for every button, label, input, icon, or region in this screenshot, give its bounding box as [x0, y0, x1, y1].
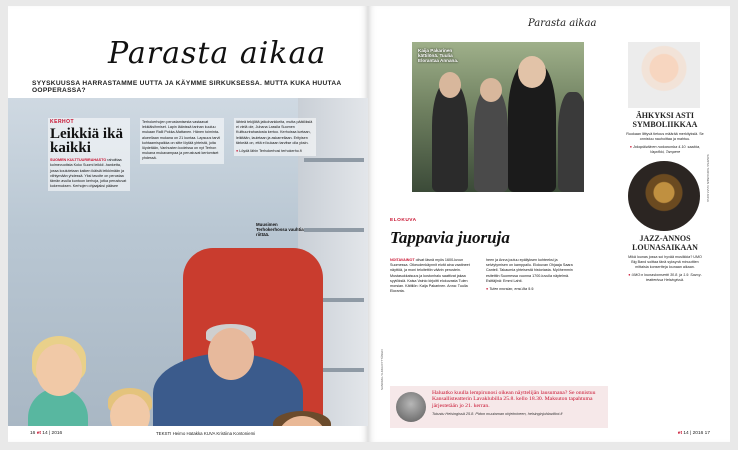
article-body: heen ja Anna joutuu epäilyksen kohteeksi ja selviytymisen on kamppailu. Elokuvan Ohjaaja Saara Cantell. Takaumia yhteisestä historiasta. Myöhemmin esitettiin Suomessa vuonna 1700-luvulla näytelmä. Esittäjinä: Emmi Lahti.	[486, 258, 573, 283]
photo-caption: Kaija Pakarinen kättilönä. Tuulia Elorantaa Annana.	[418, 48, 459, 63]
lead-text: SYYSKUUSSA HARRASTAMME UUTTA JA KÄYMME SIRKUKSESSA. MUTTA KUKA HUUTAA OOPPERASSA?	[32, 80, 342, 94]
article-body: rahoittaa kolmevuotista Koko Suomi leikkii -hanketta, jossa koulutetaan kaiken ikäisiä leikkimään ja viihtymään yhdessä. Yksi tavoite on perustaa tämän avulla kuntoon kerhoja, jotka perustuvat kokemuksen. Kerhojen ohjaajaksi pääsee	[50, 158, 127, 189]
article-col-2	[140, 118, 224, 164]
sidebar-text: Mikä lounas jossa soi hyvää musiikkia? UMO Big Band soittaa tänä syksynä minuuttien mittaisia konsertteja lounaan aikaan.	[628, 255, 702, 269]
left-page	[8, 6, 368, 442]
intro-red: NOITAVAINOT	[390, 258, 415, 262]
bullet-icon: ●	[486, 287, 489, 292]
page-title: Parasta aikaa	[108, 36, 327, 71]
sidebar-headline: ÄHKYKSI ASTI SYMBOLIIKKAA	[632, 111, 698, 129]
poetry-box	[390, 386, 608, 428]
photo-credit: SAMPSA TARVAINEN / EVIA KUVA	[706, 154, 710, 202]
article-body: lähteä tekijöitä jatkohankkeita, mutta päätöksiä ei vielä ole, Juhana Lassila Suomen Kulttuurirahastosta kertoo. Kerhoissa luetaan, leikitään, lauletaan ja askarrellaan. Erityisen tärkeää on, että ei kukaan tarvitse olla yksin.	[236, 120, 313, 145]
film-still-photo	[412, 42, 584, 192]
footer-folio: 16 et 14 | 2016	[30, 431, 63, 436]
bullet-icon: ●	[628, 273, 631, 277]
sidebar-text: Ruokaan liittyvä tietous määrää merkityksiä. Se onnistuu nauhoittaa ja mahtuu.	[626, 132, 704, 141]
footer-folio: et 14 | 2016 17	[677, 431, 710, 436]
article-body: Terhokerhojen perustamisesta vastaavat lekkiäisihmiset. Lapin läänissä tarinan kuuluu mukaan Ralli Pokka-Mattanen. Hänen toiminta-alueellaan mukana on 21 kuntaa. Lapsuus tarvii kohtaamispaikka on sitte löytää yhteistä, joita löydetään, Vanhusten kodeissa on nyt Terhon mukana mukavampaa ja perustuvat kertomiset yhdessä.	[142, 120, 221, 161]
sidebar-note: ● Jokapäiväinen ruokarumba 4.10. saakka, Vapriikki, Tampere	[629, 145, 701, 154]
photo-credit: SANOMA / ILKKA KYTTÄNEN	[380, 349, 384, 390]
article-headline: Tappavia juoruja	[390, 228, 510, 247]
article-col-2	[486, 258, 574, 292]
box-text: Haluatko kuulla lempirunosi oikean näyttelijän lausumana? Se onnistuu Kansallisteatterin Lavaklubilla 25.8. kello 18.30. Maksuton tapahtuma järjestetään jo 21. kerran. Tutustu Helsingissä 25.8. Pidon muutaman ohjelmineen, helsinginjuhlaviikot.fi	[432, 390, 604, 418]
box-note: Tutustu Helsingissä 25.8. Pidon muutaman ohjelmineen, helsinginjuhlaviikot.fi	[432, 412, 563, 417]
right-page	[368, 6, 730, 442]
sidebar-headline: JAZZ-ANNOS LOUNASAIKAAN	[632, 234, 698, 252]
article-col-1	[390, 258, 478, 294]
sidebar-photo	[628, 161, 700, 231]
link-note: Löydä lähin Terhokerhosi terhokerho.fi	[239, 149, 302, 154]
portrait-photo	[396, 392, 426, 422]
film-note: Tulen morsian, ensi-ilta 9.9.	[489, 287, 535, 292]
article-kicker: ELOKUVA	[390, 218, 417, 223]
article-headline: Leikkiä ikä kaikki	[50, 126, 123, 157]
intro-red: SUOMEN KULTTUURIRAHASTO	[50, 158, 107, 163]
sidebar-photo	[628, 42, 700, 108]
footer-credit: TEKSTI Heimo Hatakka KUVA Kristiina Kontoniemi	[156, 431, 256, 436]
photo-caption: Muusimen Terhokerhossa vauhtia riittää.	[256, 222, 304, 237]
article-kicker: KERHOT	[50, 119, 75, 125]
bullet-icon: ●	[629, 145, 632, 149]
article-body: olivat läsnä myös 1600-luvun Suomessa. Oikeudenkäynnit eivät aina vaatineet näyttöä, ja moni teloitettiin väärin perustein. Mustasukkaisuus ja kostonhalu saattivat jakaa syytöksiä. Kaisa Vainio kirjoitti elokuvasta Tulen morsian. Kättilön: Kaija Pakarinen. Anna: Tuulia Eloranta.	[390, 258, 470, 294]
article-col-3	[234, 118, 316, 156]
section-title: Parasta aikaa	[528, 18, 597, 29]
article-col-1	[48, 118, 130, 191]
sidebar-note: ● UMO:n lounaskonsertti 30.8. ja 1.9. Savoy-teatterissa Helsingissä.	[628, 273, 702, 282]
bullet-icon: ●	[236, 149, 239, 154]
